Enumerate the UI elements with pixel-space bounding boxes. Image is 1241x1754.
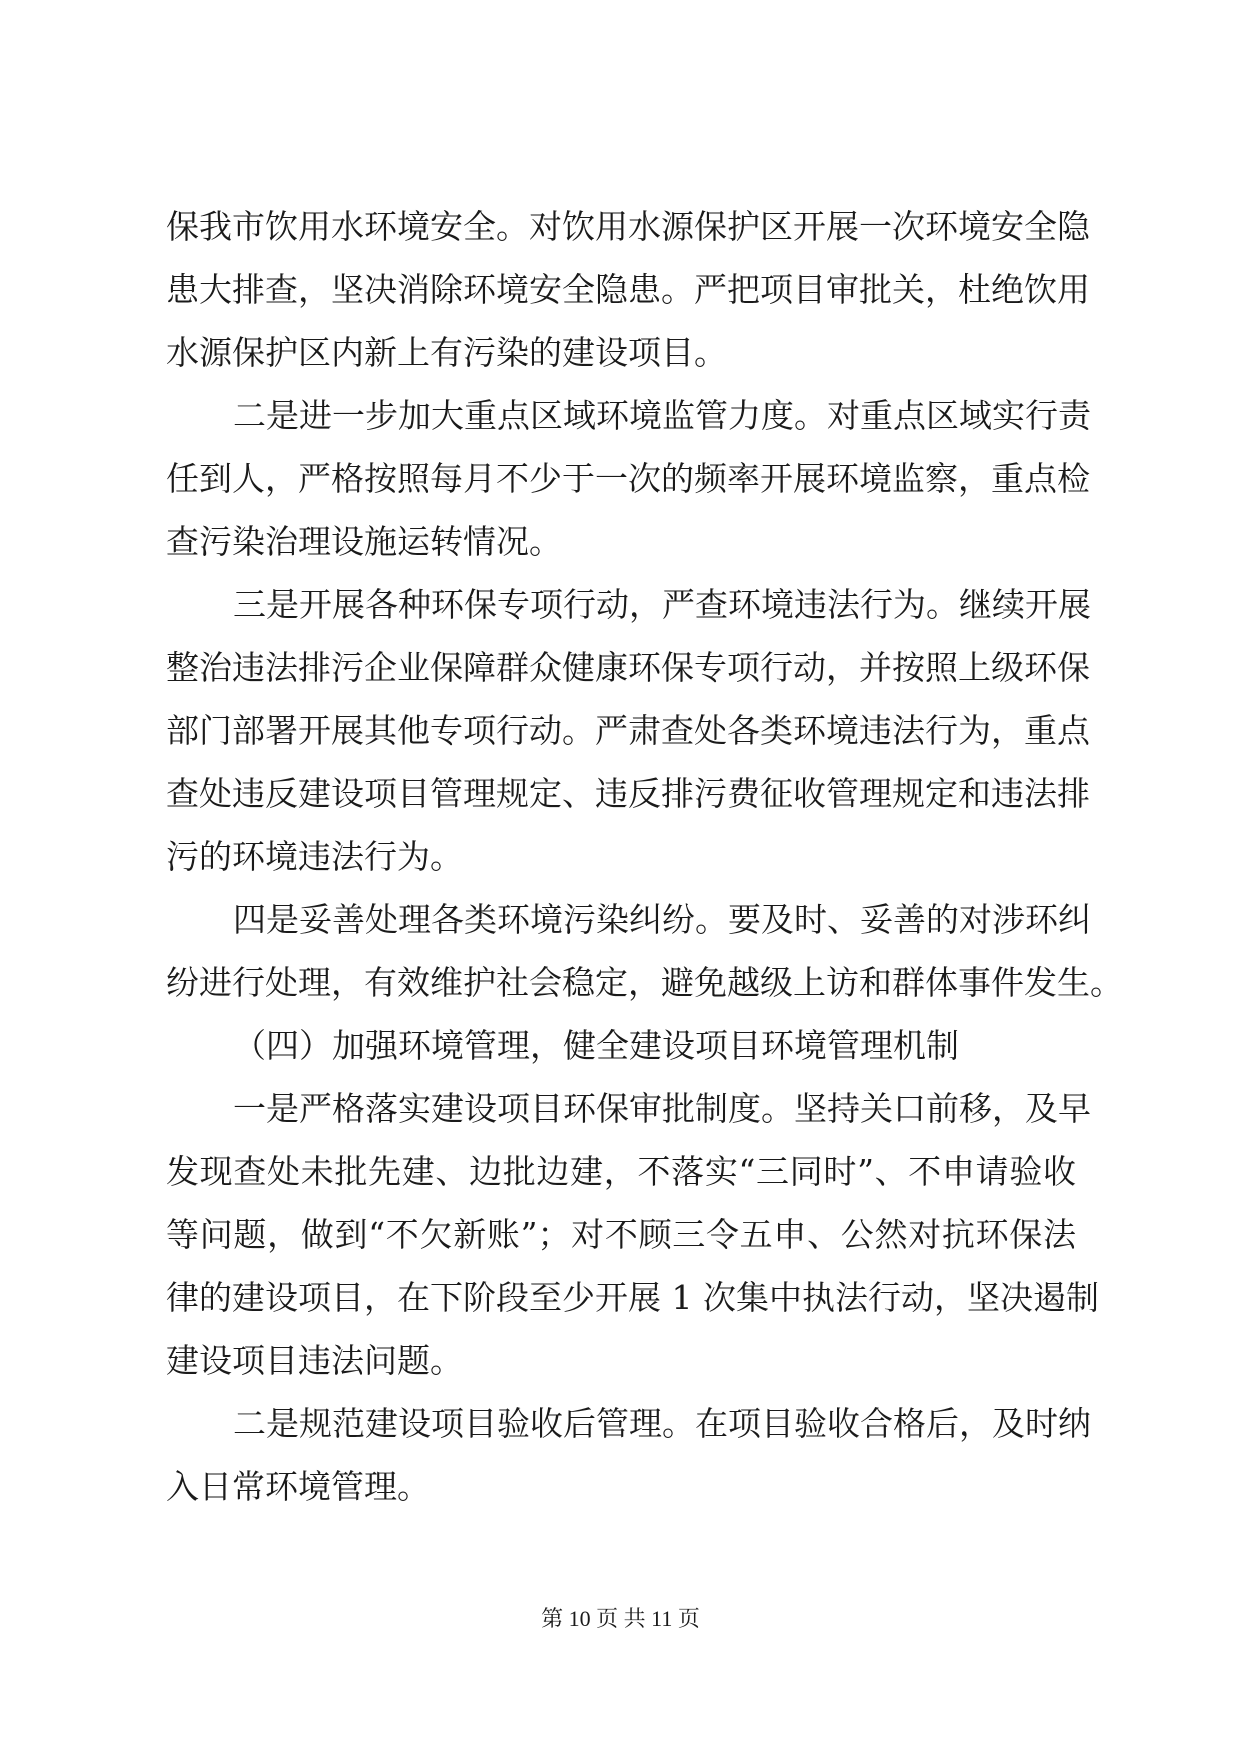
body-line: 律的建设项目，在下阶段至少开展 1 次集中执法行动，坚决遏制: [166, 1278, 1099, 1317]
body-line: 发现查处未批先建、边批边建，不落实“三同时”、不申请验收: [166, 1152, 1076, 1191]
body-line: 污的环境违法行为。: [166, 837, 463, 876]
body-line: 等问题，做到“不欠新账”；对不顾三令五申、公然对抗环保法: [166, 1215, 1076, 1254]
body-line: 查污染治理设施运转情况。: [166, 522, 562, 561]
body-line: 建设项目违法问题。: [166, 1341, 463, 1380]
section-heading: （四）加强环境管理，健全建设项目环境管理机制: [233, 1026, 959, 1065]
body-line: 水源保护区内新上有污染的建设项目。: [166, 333, 727, 372]
body-line: 任到人，严格按照每月不少于一次的频率开展环境监察，重点检: [166, 459, 1090, 498]
body-line: 四是妥善处理各类环境污染纠纷。要及时、妥善的对涉环纠: [233, 900, 1091, 939]
body-line: 查处违反建设项目管理规定、违反排污费征收管理规定和违法排: [166, 774, 1090, 813]
body-line: 一是严格落实建设项目环保审批制度。坚持关口前移，及早: [233, 1089, 1091, 1128]
body-line: 保我市饮用水环境安全。对饮用水源保护区开展一次环境安全隐: [166, 207, 1090, 246]
body-line: 整治违法排污企业保障群众健康环保专项行动，并按照上级环保: [166, 648, 1090, 687]
body-line: 二是进一步加大重点区域环境监管力度。对重点区域实行责: [233, 396, 1091, 435]
body-line: 三是开展各种环保专项行动，严查环境违法行为。继续开展: [233, 585, 1091, 624]
body-line: 纷进行处理，有效维护社会稳定，避免越级上访和群体事件发生。: [166, 963, 1123, 1002]
body-line: 二是规范建设项目验收后管理。在项目验收合格后，及时纳: [233, 1404, 1091, 1443]
body-line: 部门部署开展其他专项行动。严肃查处各类环境违法行为，重点: [166, 711, 1090, 750]
page-number-footer: 第 10 页 共 11 页: [541, 1606, 700, 1631]
body-line: 患大排查，坚决消除环境安全隐患。严把项目审批关，杜绝饮用: [166, 270, 1090, 309]
body-line: 入日常环境管理。: [166, 1467, 430, 1506]
